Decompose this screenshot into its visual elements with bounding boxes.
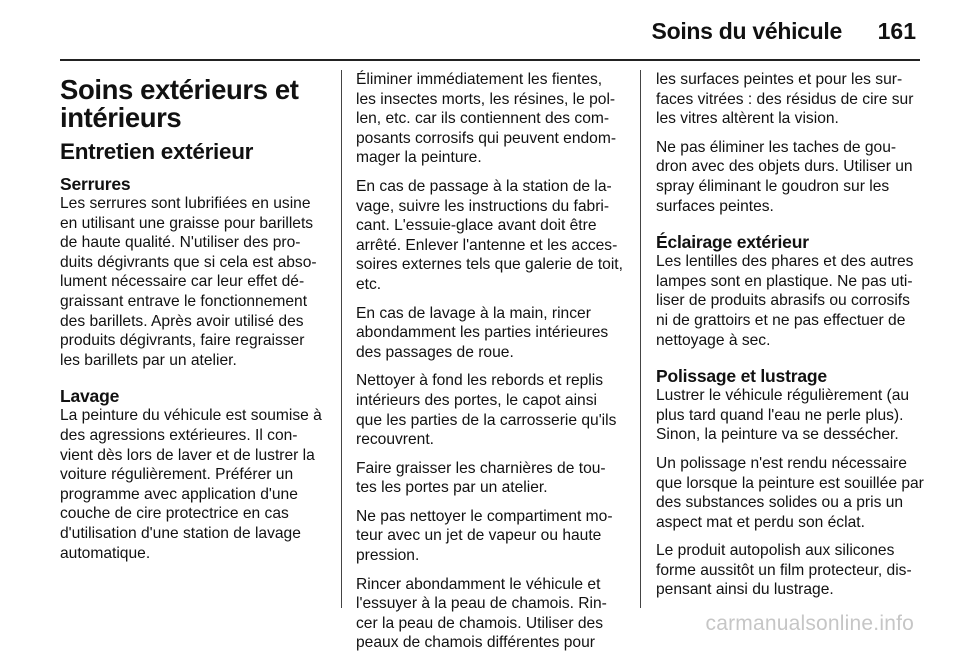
page-number: 161 (877, 18, 916, 44)
paragraph: En cas de lavage à la main, rincer abondamment les parties intérieures des passages de roue. (356, 304, 609, 361)
paragraph: les surfaces peintes et pour les sur-faces vitrées : des résidus de cire sur les vitres altèrent la vision. (656, 71, 914, 128)
paragraph-eclairage: Les lentilles des phares et des autres lampes sont en plastique. Ne pas uti-liser de produits abrasifs ou corrosifs ni de grattoirs et ne pas effectuer de nettoyage à sec. (656, 253, 914, 349)
heading-serrures: Serrures (60, 174, 131, 194)
paragraph: Ne pas nettoyer le compartiment mo-teur avec un jet de vapeur ou haute pression. (356, 507, 613, 565)
paragraph: Faire graisser les charnières de tou-tes les portes par un atelier. (356, 459, 606, 497)
paragraph-polissage-1: Lustrer le véhicule régulièrement (au plus tard quand l'eau ne perle plus). Sinon, la peinture va se dessécher. (656, 387, 910, 444)
column-divider-1 (341, 70, 342, 608)
page-header (0, 0, 960, 60)
heading-polissage: Polissage et lustrage (656, 366, 827, 387)
column-2 (356, 70, 626, 653)
header-divider (60, 59, 920, 61)
paragraph: Éliminer immédiatement les fientes, les insectes morts, les résines, le pol-len, etc. car ils contiennent des com-posants corrosifs qui peuvent endom-mager la peinture. (356, 71, 617, 167)
paragraph: Nettoyer à fond les rebords et replis intérieurs des portes, le capot ainsi que les parties de la carrosserie qu'ils recouvrent. (356, 372, 617, 449)
section-title: Soins extérieurs et intérieurs (60, 74, 299, 133)
running-title: Soins du véhicule (651, 18, 842, 44)
column-divider-2 (640, 70, 641, 608)
paragraph: Rincer abondamment le véhicule et l'essuyer à la peau de chamois. Rin-cer la peau de chamois. Utiliser des peaux de chamois différentes pour (356, 575, 607, 652)
paragraph-polissage-2: Un polissage n'est rendu nécessaire que lorsque la peinture est souillée par des substances solides ou a pris un aspect mat et perdu son éclat. (656, 454, 924, 531)
heading-eclairage: Éclairage extérieur (656, 232, 809, 253)
paragraph: En cas de passage à la station de la-vage, suivre les instructions du fabri-cant. L'essuie-glace avant doit être arrêté. Enlever l'antenne et les acces-soires externes tels que galerie de toit, etc. (356, 177, 623, 293)
paragraph: Ne pas éliminer les taches de gou-dron avec des objets durs. Utiliser un spray éliminant le goudron sur les surfaces peintes. (656, 138, 913, 215)
paragraph-serrures: Les serrures sont lubrifiées en usine en utilisant une graisse pour barillets de haute qualité. N'utiliser des pro-duits dégivrants que si cela est abso-lument nécessaire car leur effet dé-graissant entrave le fonctionnement des barillets. Après avoir utilisé des produits dégivrants, faire regraisser les barillets par un atelier. (60, 195, 317, 369)
paragraph-lavage: La peinture du véhicule est soumise à des agressions extérieures. Il con-vient dès lors de laver et de lustrer la voiture régulièrement. Préférer un programme avec application d'une couche de cire protectrice en cas d'utilisation d'une station de lavage automatique. (60, 407, 322, 562)
subsection-title: Entretien extérieur (60, 139, 254, 164)
watermark-text: carmanualsonline.info (705, 612, 914, 635)
column-1 (60, 76, 328, 563)
heading-lavage: Lavage (60, 386, 120, 407)
column-3 (656, 70, 926, 600)
paragraph-polissage-3: Le produit autopolish aux silicones forme aussitôt un film protecteur, dis-pensant ainsi du lustrage. (656, 542, 912, 599)
